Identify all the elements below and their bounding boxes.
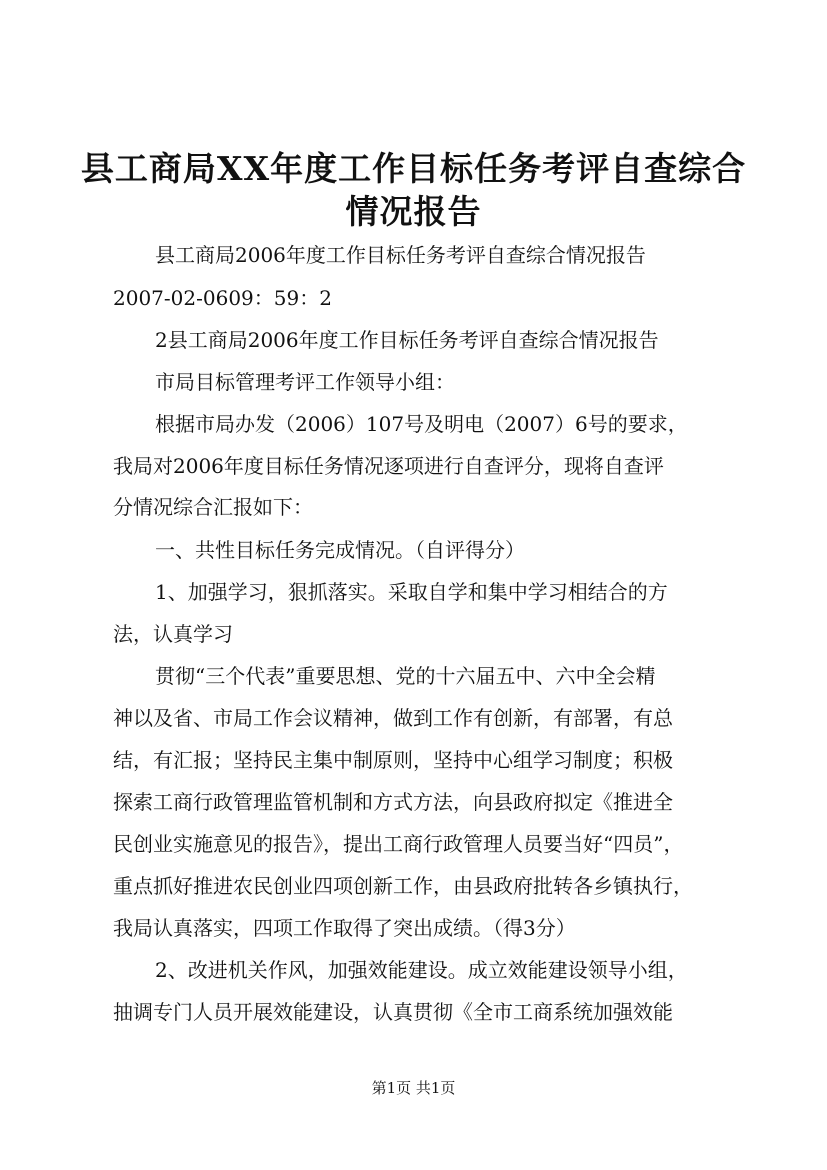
document-title-line-2: 情况报告: [345, 192, 482, 231]
body-line: 重点抓好推进农民创业四项创新工作，由县政府批转各乡镇执行，: [113, 874, 693, 898]
body-line: 市局目标管理考评工作领导小组：: [155, 370, 455, 394]
body-line: 法，认真学习: [113, 622, 233, 646]
body-line: 结，有汇报；坚持民主集中制原则，坚持中心组学习制度；积极: [113, 748, 673, 772]
body-line: 县工商局2006年度工作目标任务考评自查综合情况报告: [155, 243, 646, 267]
body-line: 一、共性目标任务完成情况。（自评得分）: [155, 538, 525, 562]
body-line: 民创业实施意见的报告》，提出工商行政管理人员要当好“四员”，: [113, 832, 684, 856]
body-line: 贯彻“三个代表”重要思想、党的十六届五中、六中全会精: [155, 664, 656, 688]
body-line: 我局认真落实，四项工作取得了突出成绩。（得3分）: [113, 916, 576, 940]
body-line: 2县工商局2006年度工作目标任务考评自查综合情况报告: [155, 328, 659, 352]
page-number: 第1页 共1页: [371, 1079, 456, 1097]
body-line: 神以及省、市局工作会议精神，做到工作有创新，有部署，有总: [113, 706, 673, 730]
document-title-line-1: 县工商局XX年度工作目标任务考评自查综合: [80, 149, 747, 188]
body-line: 探索工商行政管理监管机制和方式方法，向县政府拟定《推进全: [113, 790, 673, 814]
body-line: 分情况综合汇报如下：: [113, 495, 313, 519]
body-line: 根据市局办发（2006）107号及明电（2007）6号的要求，: [155, 412, 688, 436]
body-line: 抽调专门人员开展效能建设，认真贯彻《全市工商系统加强效能: [113, 1000, 673, 1024]
body-line: 我局对2006年度目标任务情况逐项进行自查评分，现将自查评: [113, 454, 664, 478]
body-line: 2007-02-0609：59：2: [113, 286, 332, 310]
body-line: 1、加强学习，狠抓落实。采取自学和集中学习相结合的方: [155, 580, 668, 604]
body-line: 2、改进机关作风，加强效能建设。成立效能建设领导小组，: [155, 958, 688, 982]
